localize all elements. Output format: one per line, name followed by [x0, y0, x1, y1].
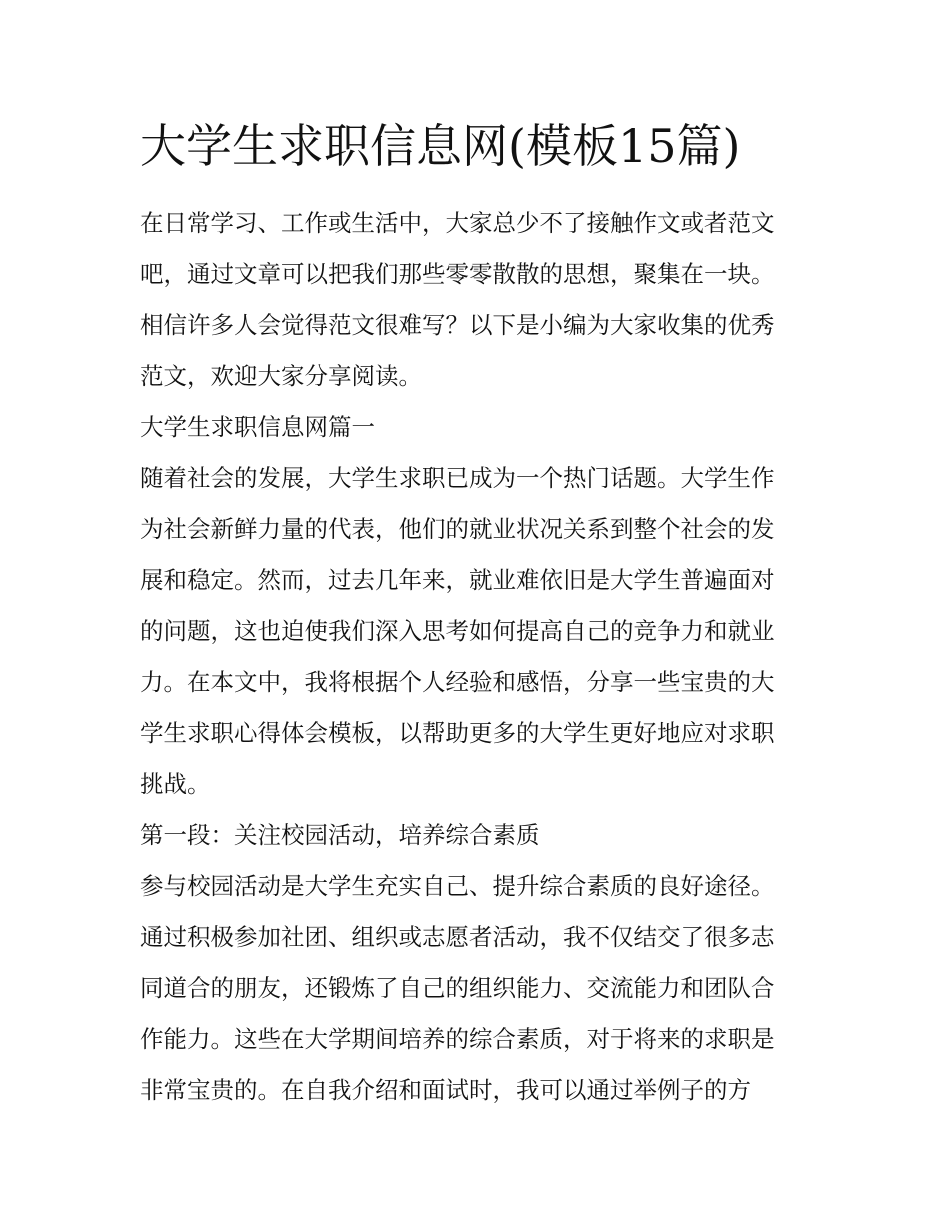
paragraph-line: 为社会新鲜力量的代表，他们的就业状况关系到整个社会的发	[140, 515, 775, 543]
intro-line-3: 相信许多人会觉得范文很难写？以下是小编为大家收集的优秀	[140, 311, 775, 339]
document-body	[140, 198, 820, 1116]
paragraph-line: 学生求职心得体会模板，以帮助更多的大学生更好地应对求职	[140, 719, 775, 747]
paragraph-line: 挑战。	[140, 770, 211, 798]
paragraph-line: 随着社会的发展，大学生求职已成为一个热门话题。大学生作	[140, 464, 775, 492]
section-heading-part-one: 大学生求职信息网篇一	[140, 413, 375, 441]
paragraph-line: 作能力。这些在大学期间培养的综合素质，对于将来的求职是	[140, 1025, 775, 1053]
subheading-section-one: 第一段：关注校园活动，培养综合素质	[140, 821, 540, 849]
paragraph-line: 非常宝贵的。在自我介绍和面试时，我可以通过举例子的方	[140, 1076, 751, 1104]
paragraph-line: 同道合的朋友，还锻炼了自己的组织能力、交流能力和团队合	[140, 974, 775, 1002]
paragraph-line: 力。在本文中，我将根据个人经验和感悟，分享一些宝贵的大	[140, 668, 775, 696]
paragraph-line: 展和稳定。然而，过去几年来，就业难依旧是大学生普遍面对	[140, 566, 775, 594]
intro-line-2: 吧，通过文章可以把我们那些零零散散的思想，聚集在一块。	[140, 260, 775, 288]
paragraph-line: 参与校园活动是大学生充实自己、提升综合素质的良好途径。	[140, 872, 775, 900]
document-title: 大学生求职信息网(模板15篇)	[140, 119, 741, 173]
intro-line-1: 在日常学习、工作或生活中，大家总少不了接触作文或者范文	[140, 209, 775, 237]
paragraph-line: 的问题，这也迫使我们深入思考如何提高自己的竞争力和就业	[140, 617, 775, 645]
paragraph-line: 通过积极参加社团、组织或志愿者活动，我不仅结交了很多志	[140, 923, 775, 951]
intro-line-4: 范文，欢迎大家分享阅读。	[140, 362, 422, 390]
